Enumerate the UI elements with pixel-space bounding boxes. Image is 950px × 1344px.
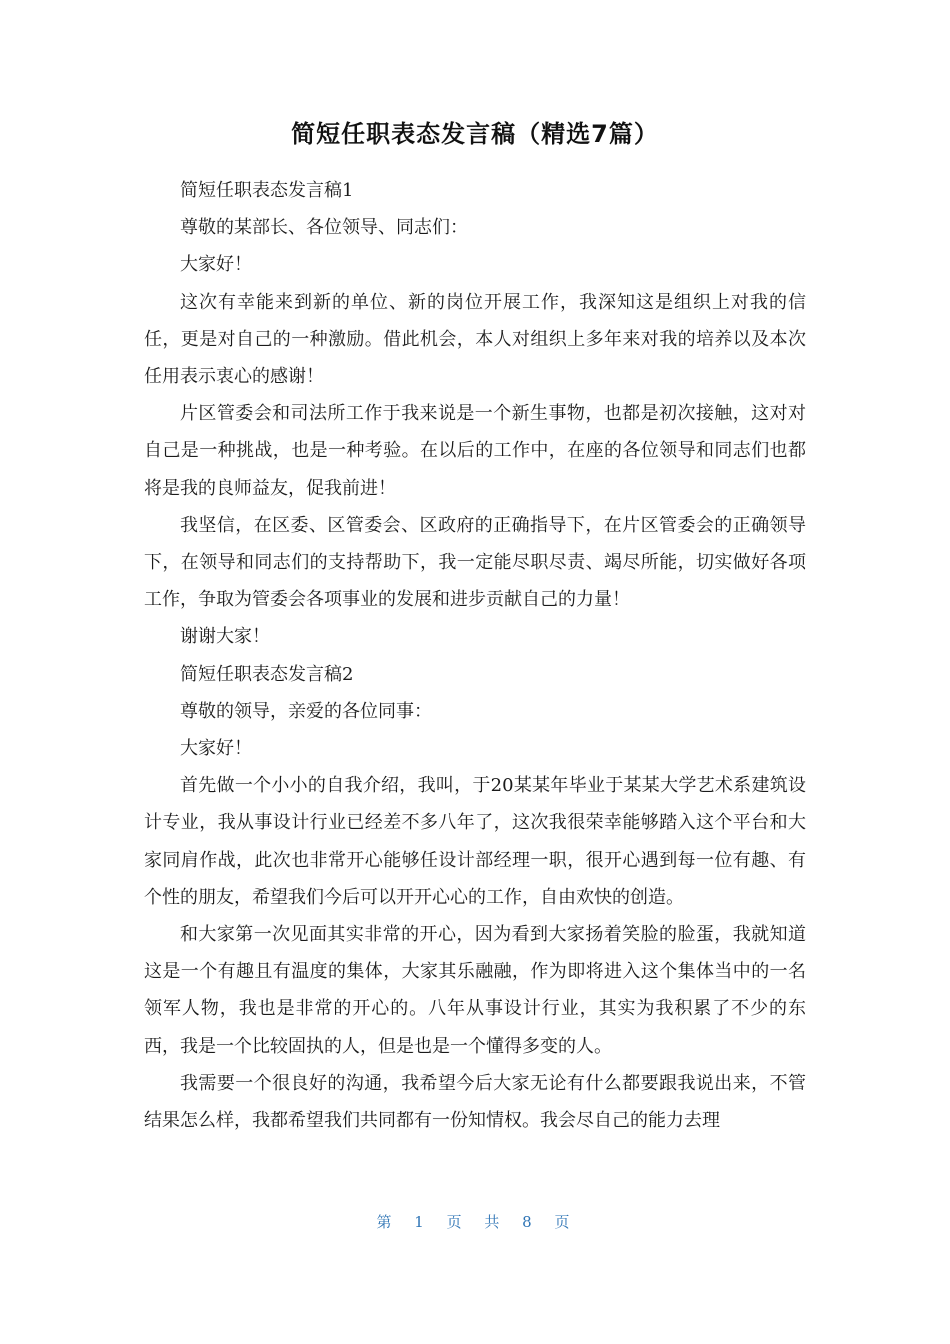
section-heading-1: 简短任职表态发言稿1 (180, 180, 354, 201)
section-heading-2: 简短任职表态发言稿2 (180, 663, 354, 685)
body-paragraph: 和大家第一次见面其实非常的开心，因为看到大家扬着笑脸的脸蛋，我就知道这是一个有趣且有温度的集体，大家其乐融融，作为即将进入这个集体当中的一名领军人物，我也是非常的开心的。八年从事设计行业，其实为我积累了不少的东西，我是一个比较固执的人，但是也是一个懂得多变的人。 (144, 924, 806, 1057)
salutation: 尊敬的某部长、各位领导、同志们： (180, 217, 468, 239)
document-title: 简短任职表态发言稿（精选7篇） (291, 120, 659, 148)
body-paragraph: 我需要一个很良好的沟通，我希望今后大家无论有什么都要跟我说出来，不管结果怎么样，我都希望我们共同都有一份知情权。我会尽自己的能力去理 (144, 1072, 806, 1132)
body-paragraph: 首先做一个小小的自我介绍，我叫，于20某某年毕业于某某大学艺术系建筑设计专业，我从事设计行业已经差不多八年了，这次我很荣幸能够踏入这个平台和大家同肩作战，此次也非常开心能够任设计部经理一职，很开心遇到每一位有趣、有个性的朋友，希望我们今后可以开开心心的工作，自由欢快的创造。 (144, 775, 806, 908)
greeting: 大家好！ (180, 254, 252, 276)
document-body (144, 172, 806, 1139)
body-paragraph: 这次有幸能来到新的单位、新的岗位开展工作，我深知这是组织上对我的信任，更是对自己的一种激励。借此机会，本人对组织上多年来对我的培养以及本次任用表示衷心的感谢！ (144, 291, 806, 388)
body-paragraph: 片区管委会和司法所工作于我来说是一个新生事物，也都是初次接触，这对对自己是一种挑战，也是一种考验。在以后的工作中，在座的各位领导和同志们也都将是我的良师益友，促我前进！ (144, 403, 806, 499)
page-number-footer: 第 1 页 共 8 页 (376, 1213, 574, 1231)
greeting: 大家好！ (180, 738, 252, 760)
salutation: 尊敬的领导，亲爱的各位同事： (180, 700, 432, 722)
closing: 谢谢大家！ (180, 626, 270, 648)
body-paragraph: 我坚信，在区委、区管委会、区政府的正确指导下，在片区管委会的正确领导下，在领导和同志们的支持帮助下，我一定能尽职尽责、竭尽所能，切实做好各项工作，争取为管委会各项事业的发展和进步贡献自己的力量！ (144, 514, 806, 611)
